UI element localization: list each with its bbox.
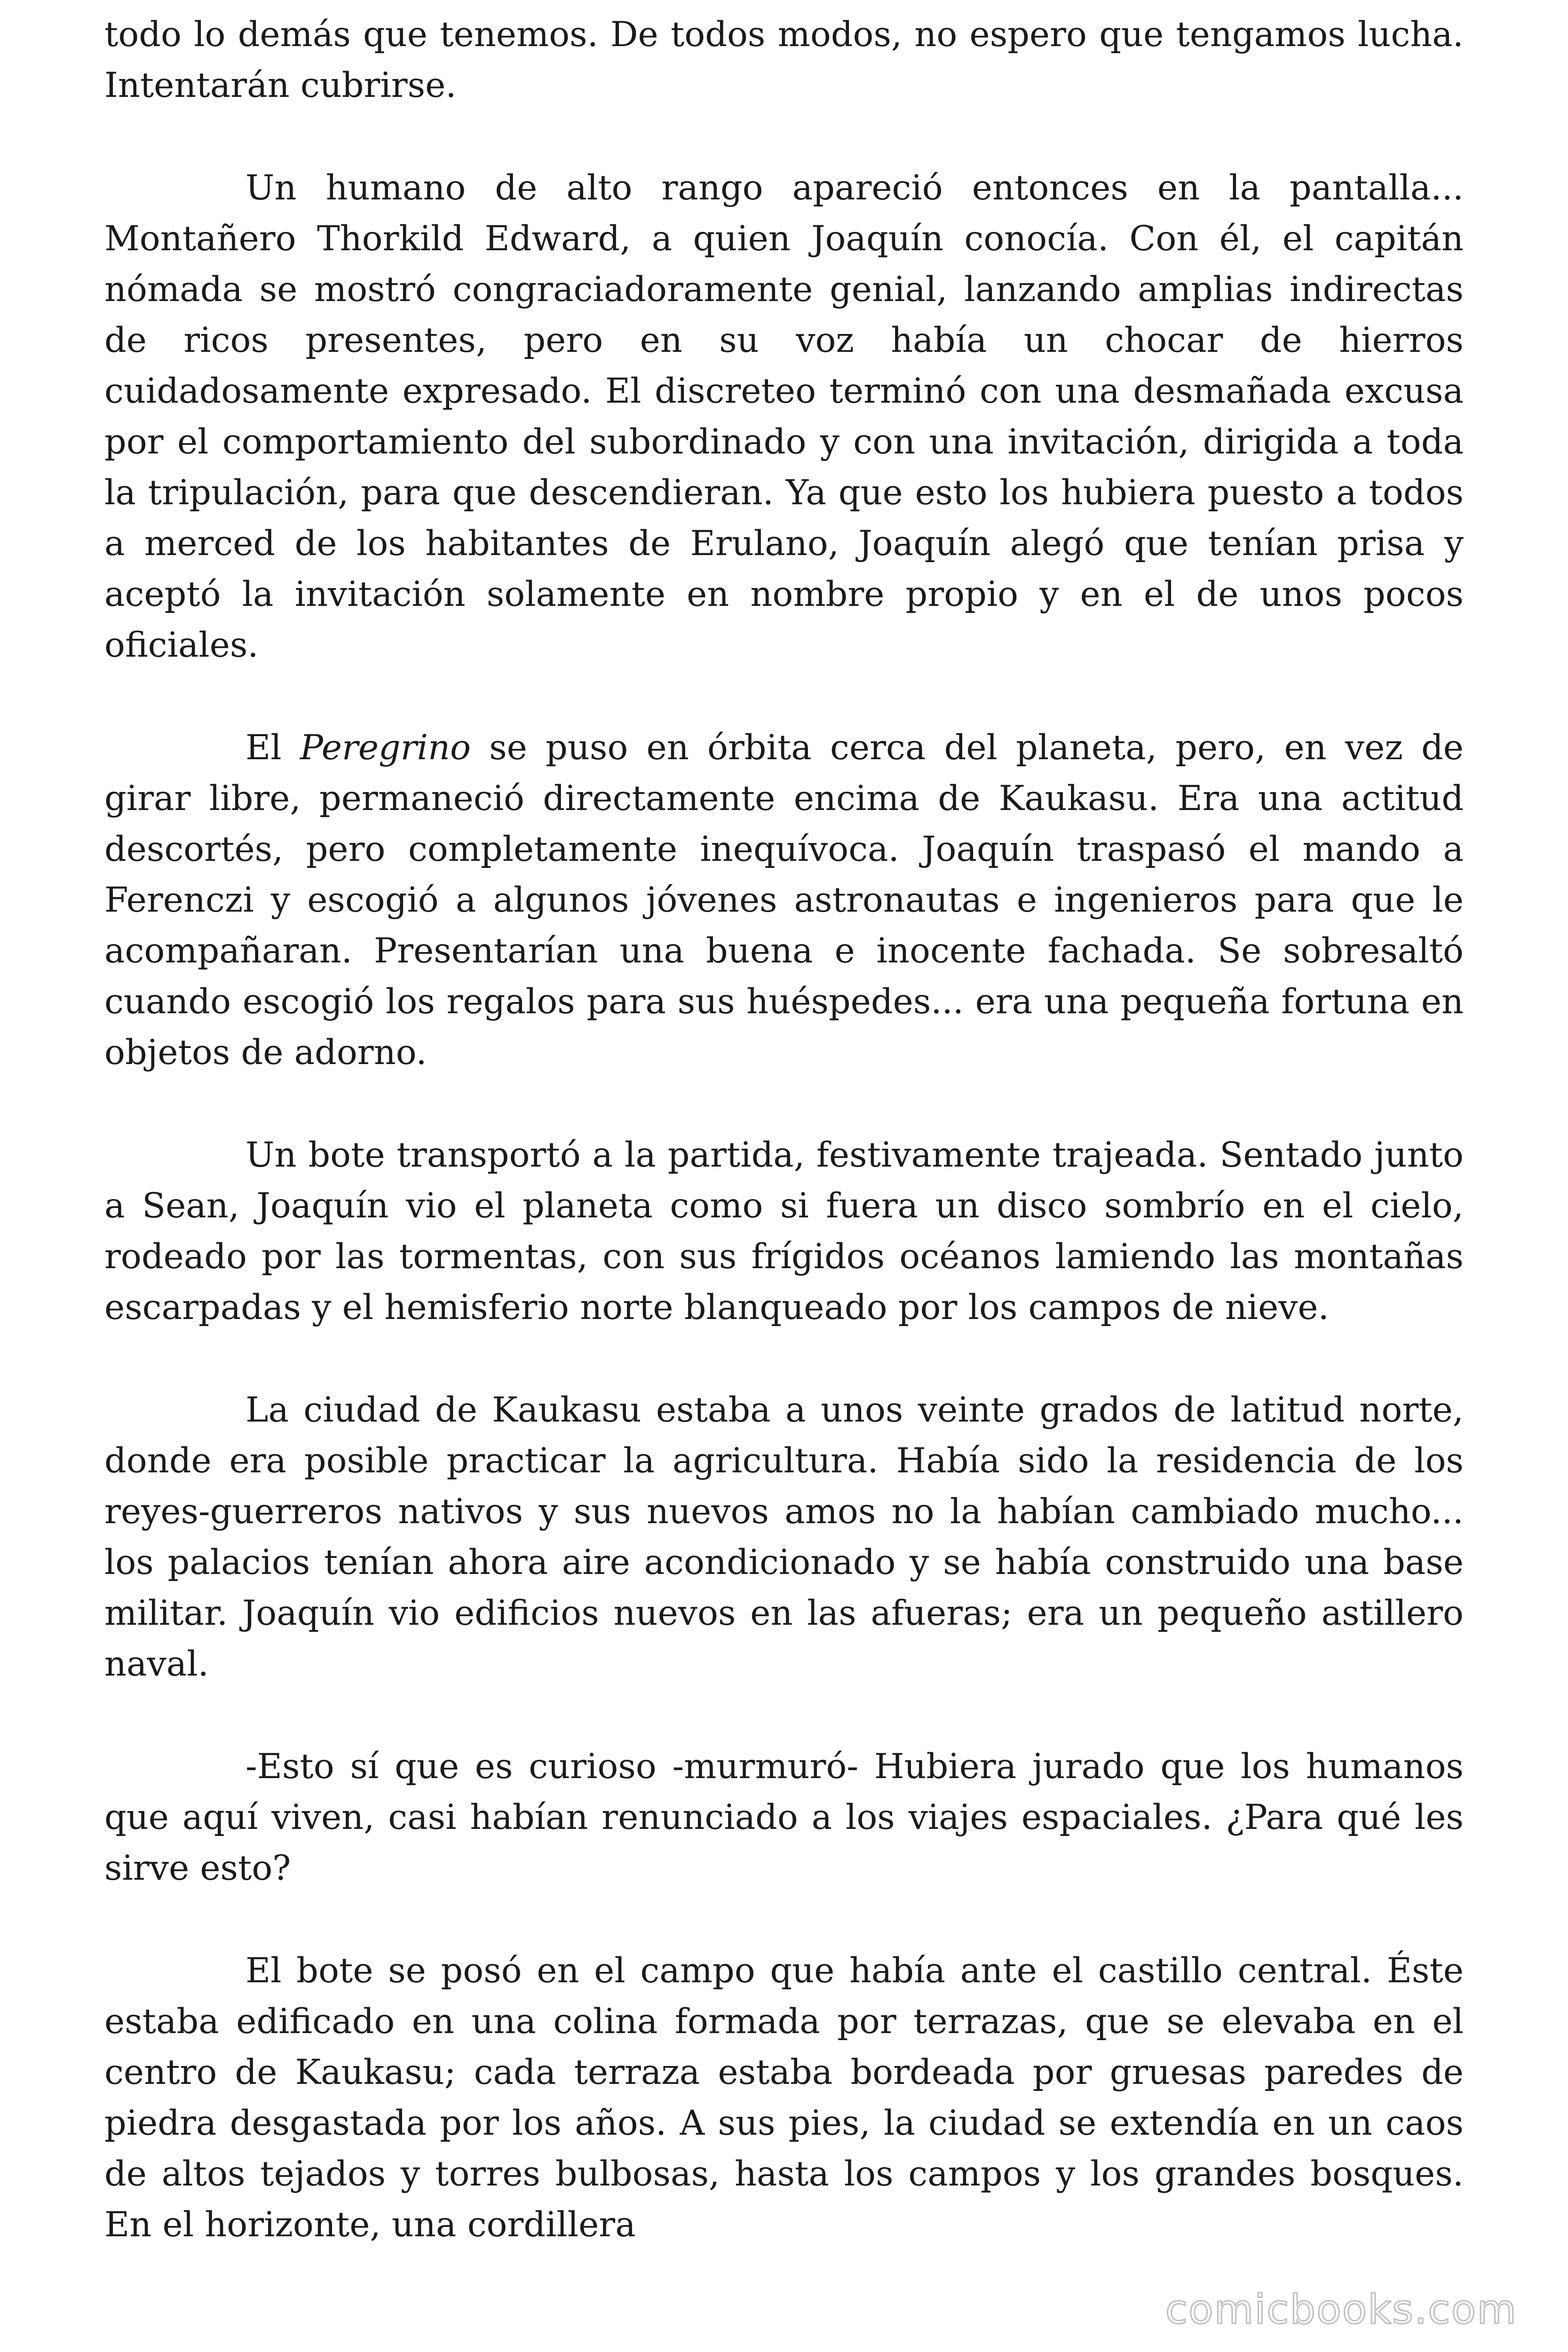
paragraph-6 [104, 1741, 1464, 1894]
paragraph-3-text-end: se puso en órbita cerca del planeta, pero, en vez de girar libre, permaneció directamente encima de Kaukasu. Era una actitud descortés, pero completamente inequívoca. Joaquín traspasó el mando a Ferenczi y escogió a algunos jóvenes astronautas e ingenieros para que le acompañaran. Presentarían una buena e inocente fachada. Se sobresaltó cuando escogió los regalos para sus huéspedes... era una pequeña fortuna en objetos de adorno. [104, 728, 1464, 1073]
paragraph-1 [104, 9, 1464, 111]
paragraph-2 [104, 163, 1464, 671]
ship-name-italic: Peregrino [300, 728, 471, 768]
paragraph-4-text: Un bote transportó a la partida, festivamente trajeada. Sentado junto a Sean, Joaquín vio el planeta como si fuera un disco sombrío en el cielo, rodeado por las tormentas, con sus frígidos océanos lamiendo las montañas escarpadas y el hemisferio norte blanqueado por los campos de nieve. [104, 1135, 1464, 1327]
paragraph-3-text-start: El [245, 728, 300, 768]
paragraph-7-text: El bote se posó en el campo que había ante el castillo central. Éste estaba edificado en una colina formada por terrazas, que se elevaba en el centro de Kaukasu; cada terraza estaba bordeada por gruesas paredes de piedra desgastada por los años. A sus pies, la ciudad se extendía en un caos de altos tejados y torres bulbosas, hasta los campos y los grandes bosques. En el horizonte, una cordillera [104, 1951, 1464, 2245]
paragraph-7 [104, 1946, 1464, 2250]
paragraph-6-text: -Esto sí que es curioso -murmuró- Hubiera jurado que los humanos que aquí viven, casi habían renunciado a los viajes espaciales. ¿Para qué les sirve esto? [104, 1747, 1464, 1888]
watermark-text: comicbooks.com [1165, 2286, 1517, 2333]
paragraph-5 [104, 1385, 1464, 1690]
paragraph-4 [104, 1130, 1464, 1333]
paragraph-5-text: La ciudad de Kaukasu estaba a unos veinte grados de latitud norte, donde era posible practicar la agricultura. Había sido la residencia de los reyes-guerreros nativos y sus nuevos amos no la habían cambiado mucho... los palacios tenían ahora aire acondicionado y se había construido una base militar. Joaquín vio edificios nuevos en las afueras; era un pequeño astillero naval. [104, 1390, 1464, 1684]
paragraph-1-text: todo lo demás que tenemos. De todos modos, no espero que tengamos lucha. Intentarán cubrirse. [104, 15, 1464, 105]
book-page [104, 9, 1464, 2343]
paragraph-2-text: Un humano de alto rango apareció entonces en la pantalla... Montañero Thorkild Edward, a quien Joaquín conocía. Con él, el capitán nómada se mostró congraciadoramente genial, lanzando amplias indirectas de ricos presentes, pero en su voz había un chocar de hierros cuidadosamente expresado. El discreteo terminó con una desmañada excusa por el comportamiento del subordinado y con una invitación, dirigida a toda la tripulación, para que descendieran. Ya que esto los hubiera puesto a todos a merced de los habitantes de Erulano, Joaquín alegó que tenían prisa y aceptó la invitación solamente en nombre propio y en el de unos pocos oficiales. [104, 168, 1464, 665]
paragraph-3 [104, 723, 1464, 1078]
